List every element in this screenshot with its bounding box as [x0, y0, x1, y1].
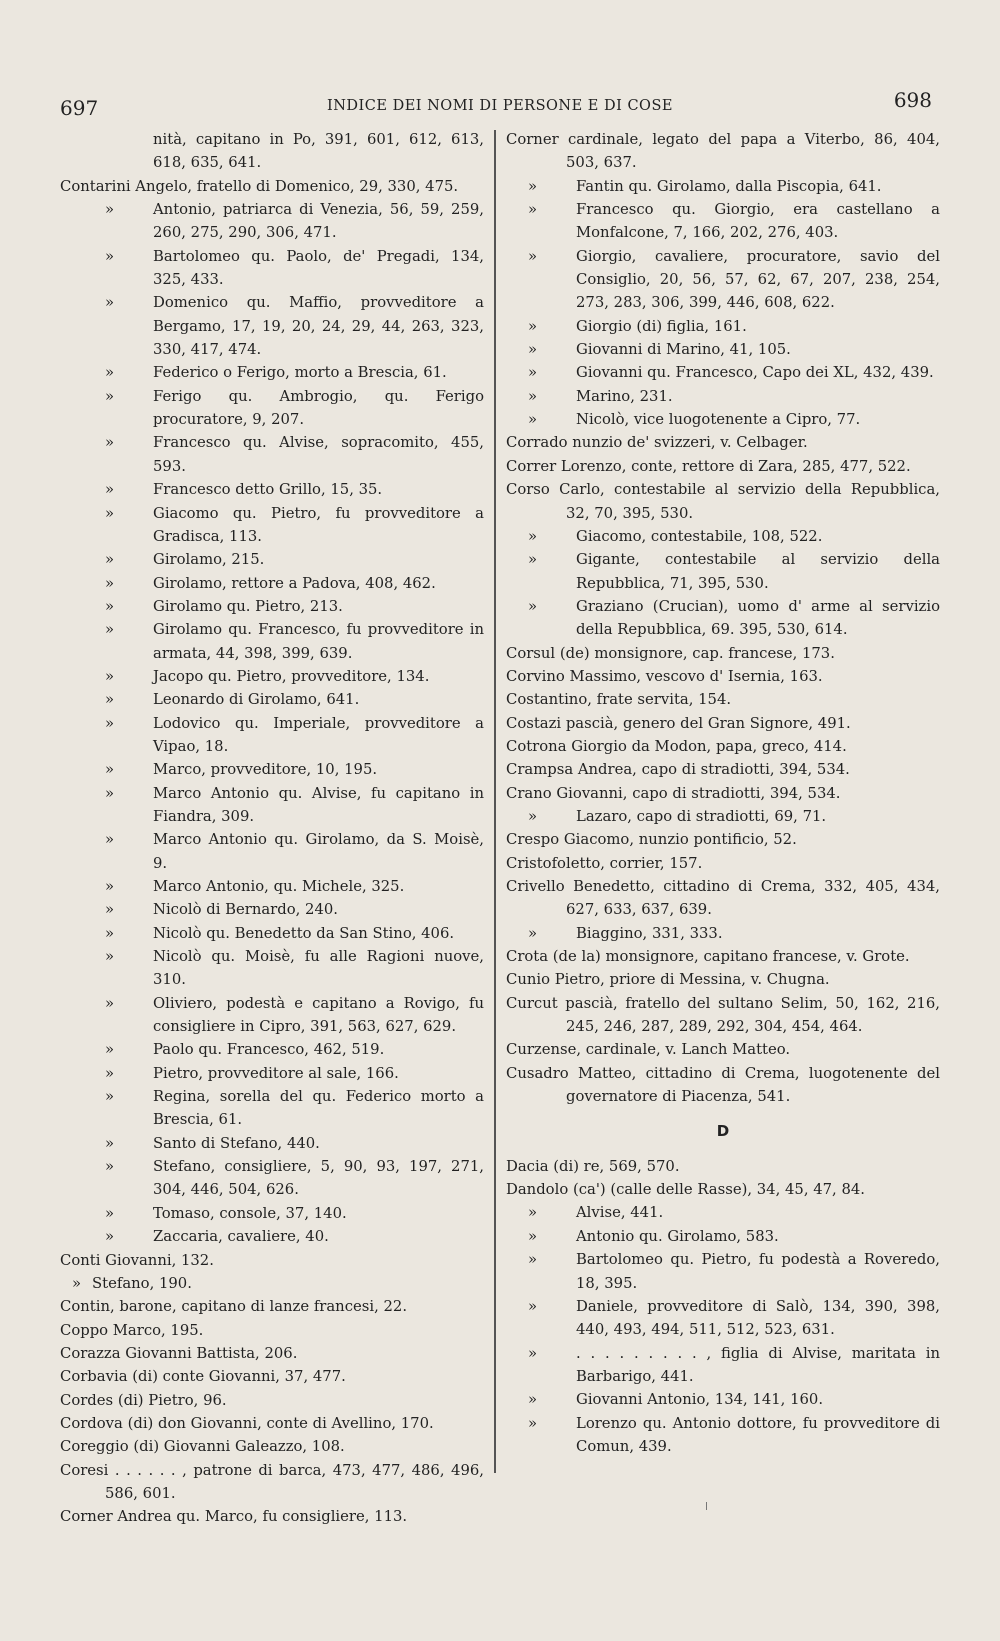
ditto-mark: »: [105, 691, 115, 709]
index-subentry: [60, 712, 484, 759]
ditto-mark: »: [105, 714, 115, 732]
ditto-mark: »: [105, 247, 115, 265]
ditto-mark: »: [105, 364, 115, 382]
ditto-mark: »: [105, 504, 115, 522]
index-entry: Corazza Giovanni Battista, 206.: [60, 1344, 298, 1362]
ditto-mark: »: [105, 574, 115, 592]
subentry-text: Jacopo qu. Pietro, provveditore, 134.: [153, 667, 430, 685]
index-subentry: [506, 175, 940, 198]
subentry-text: Regina, sorella del qu. Federico morto a Brescia, 61.: [153, 1088, 484, 1129]
index-entry: Cristofoletto, corrier, 157.: [506, 854, 703, 872]
index-entry: Coreggio (di) Giovanni Galeazzo, 108.: [60, 1438, 345, 1456]
ditto-mark: »: [105, 667, 115, 685]
index-subentry: [506, 408, 940, 431]
index-subentry: [506, 548, 940, 595]
index-subentry: [60, 688, 484, 711]
subentry-text: Daniele, provveditore di Salò, 134, 390, 398, 440, 493, 494, 511, 512, 523, 631.: [576, 1297, 940, 1339]
page-number-right: 698: [893, 88, 932, 112]
ditto-mark: »: [105, 994, 115, 1012]
index-entry: Corner cardinale, legato del papa a Viterbo, 86, 404, 503, 637.: [506, 131, 940, 172]
subentry-text: Girolamo qu. Francesco, fu provveditore in armata, 44, 398, 399, 639.: [153, 621, 484, 662]
index-subentry: [60, 431, 484, 478]
index-subentry: [60, 758, 484, 781]
ditto-mark: »: [528, 201, 538, 219]
subentry-text: Giovanni Antonio, 134, 141, 160.: [576, 1391, 824, 1409]
index-subentry: [506, 1388, 940, 1411]
subentry-text: Giorgio (di) figlia, 161.: [576, 317, 747, 335]
ditto-mark: »: [105, 761, 115, 779]
ditto-mark: »: [105, 948, 115, 966]
subentry-text: Marco Antonio qu. Girolamo, da S. Moisè, 9.: [153, 831, 484, 872]
column-divider: [494, 130, 496, 1473]
ditto-mark: »: [105, 878, 115, 895]
ditto-mark: »: [105, 1041, 115, 1059]
ditto-mark: »: [105, 1204, 115, 1222]
index-subentry: [506, 805, 940, 828]
index-subentry: [60, 198, 484, 245]
subentry-text: Pietro, provveditore al sale, 166.: [153, 1064, 399, 1082]
index-subentry: [60, 618, 484, 665]
subentry-text: Stefano, consigliere, 5, 90, 93, 197, 271, 304, 446, 504, 626.: [153, 1158, 484, 1199]
index-subentry: [506, 595, 940, 642]
ditto-mark: »: [528, 364, 538, 382]
left-index-column: [60, 128, 484, 1529]
ditto-mark: »: [105, 924, 115, 942]
index-subentry: [506, 1295, 940, 1342]
subentry-text: Nicolò qu. Moisè, fu alle Ragioni nuove, 310.: [153, 948, 484, 989]
index-subentry: [60, 385, 484, 432]
subentry-text: Leonardo di Girolamo, 641.: [153, 691, 360, 709]
index-subentry: [60, 1085, 484, 1132]
index-subentry: [60, 1062, 484, 1085]
subentry-text: Gigante, contestabile al servizio della Repubblica, 71, 395, 530.: [576, 551, 940, 592]
index-subentry: [60, 898, 484, 921]
subentry-text: Nicolò di Bernardo, 240.: [153, 901, 338, 919]
index-subentry: [60, 922, 484, 945]
index-subentry: [60, 572, 484, 595]
index-subentry: [60, 1038, 484, 1061]
index-entry: Crivello Benedetto, cittadino di Crema, 332, 405, 434, 627, 633, 637, 639.: [506, 878, 940, 919]
subentry-text: Fantin qu. Girolamo, dalla Piscopia, 641.: [576, 177, 882, 195]
subentry-text: Giacomo, contestabile, 108, 522.: [576, 527, 823, 545]
ditto-mark: »: [528, 341, 538, 359]
ditto-mark: »: [528, 317, 538, 335]
ditto-mark: »: [105, 1158, 115, 1176]
subentry-text: Girolamo, rettore a Padova, 408, 462.: [153, 574, 436, 592]
index-subentry: [60, 595, 484, 618]
index-entry: Coppo Marco, 195.: [60, 1321, 204, 1339]
subentry-text: Stefano, 190.: [92, 1274, 192, 1292]
ditto-mark: »: [528, 1297, 538, 1315]
index-entry: Correr Lorenzo, conte, rettore di Zara, 285, 477, 522.: [506, 457, 911, 475]
index-subentry: [60, 548, 484, 571]
index-subentry: [60, 1202, 484, 1225]
index-entry: Corner Andrea qu. Marco, fu consigliere, 113.: [60, 1508, 408, 1526]
subentry-text: Tomaso, console, 37, 140.: [153, 1204, 347, 1222]
ditto-mark: »: [105, 481, 115, 499]
index-subentry: [506, 1412, 940, 1459]
subentry-text: Federico o Ferigo, morto a Brescia, 61.: [153, 364, 447, 382]
index-subentry: [506, 1342, 940, 1389]
ditto-mark: »: [528, 1391, 538, 1409]
index-subentry: [506, 1201, 940, 1224]
index-subentry: [60, 245, 484, 292]
ditto-mark: »: [528, 1251, 538, 1269]
ditto-mark: »: [105, 387, 115, 405]
index-entry: Dandolo (ca') (calle delle Rasse), 34, 45, 47, 84.: [506, 1181, 865, 1199]
page-number-left: 697: [60, 96, 99, 120]
subentry-text: Antonio qu. Girolamo, 583.: [576, 1227, 779, 1245]
index-subentry: [60, 828, 484, 875]
ditto-mark: »: [105, 434, 115, 452]
subentry-text: Lazaro, capo di stradiotti, 69, 71.: [576, 807, 827, 825]
ditto-mark: »: [105, 831, 115, 849]
ditto-mark: »: [105, 1064, 115, 1082]
index-subentry: [60, 1155, 484, 1202]
subentry-text: Francesco qu. Alvise, sopracomito, 455, 593.: [153, 434, 484, 475]
ditto-mark: »: [528, 247, 538, 265]
index-entry: Cordova (di) don Giovanni, conte di Avellino, 170.: [60, 1414, 434, 1432]
index-entry: Crespo Giacomo, nunzio pontificio, 52.: [506, 831, 797, 849]
subentry-text: Nicolò qu. Benedetto da San Stino, 406.: [153, 924, 455, 942]
index-subentry: [60, 875, 484, 898]
index-subentry: [60, 782, 484, 829]
index-entry: Coresi . . . . . . , patrone di barca, 473, 477, 486, 496, 586, 601.: [60, 1461, 484, 1502]
index-entry: Crota (de la) monsignore, capitano francese, v. Grote.: [506, 948, 910, 966]
index-subentry: [506, 315, 940, 338]
subentry-text: Alvise, 441.: [576, 1204, 664, 1222]
index-subentry: [506, 361, 940, 384]
ditto-mark: »: [105, 1088, 115, 1106]
section-letter-heading: D: [716, 1122, 730, 1141]
ditto-mark: »: [528, 1344, 538, 1362]
index-subentry: [60, 502, 484, 549]
index-subentry: [60, 478, 484, 501]
index-subentry: [506, 525, 940, 548]
index-subentry: [506, 1225, 940, 1248]
subentry-text: Marco Antonio qu. Alvise, fu capitano in Fiandra, 309.: [153, 784, 484, 825]
ditto-mark: »: [105, 901, 115, 919]
ditto-mark: »: [105, 201, 115, 219]
subentry-text: Antonio, patriarca di Venezia, 56, 59, 259, 260, 275, 290, 306, 471.: [153, 201, 484, 242]
index-subentry: [506, 385, 940, 408]
index-entry: Cordes (di) Pietro, 96.: [60, 1391, 227, 1409]
ditto-mark: »: [105, 784, 115, 802]
running-title: INDICE DEI NOMI DI PERSONE E DI COSE: [327, 98, 673, 114]
ditto-mark: »: [528, 1227, 538, 1245]
index-entry: Corbavia (di) conte Giovanni, 37, 477.: [60, 1368, 346, 1386]
ditto-mark: »: [105, 621, 115, 639]
subentry-text: Lodovico qu. Imperiale, provveditore a Vipao, 18.: [153, 714, 484, 755]
index-entry: Contin, barone, capitano di lanze francesi, 22.: [60, 1298, 408, 1316]
ditto-mark: »: [105, 597, 115, 615]
subentry-text: Giovanni qu. Francesco, Capo dei XL, 432, 439.: [576, 364, 934, 382]
index-entry: Costantino, frate servita, 154.: [506, 691, 732, 709]
subentry-text: . . . . . . . . . , figlia di Alvise, maritata in Barbarigo, 441.: [576, 1344, 940, 1385]
index-entry: Cusadro Matteo, cittadino di Crema, luogotenente del governatore di Piacenza, 541.: [506, 1064, 940, 1106]
right-index-column: [506, 128, 940, 1458]
subentry-text: Domenico qu. Maffio, provveditore a Bergamo, 17, 19, 20, 24, 29, 44, 263, 323, 330, 417, 474.: [153, 294, 484, 359]
index-entry: Corvino Massimo, vescovo d' Isernia, 163.: [506, 667, 823, 685]
index-entry: Crano Giovanni, capo di stradiotti, 394, 534.: [506, 784, 841, 802]
ditto-mark: »: [528, 807, 538, 825]
ditto-mark: »: [528, 387, 538, 405]
index-entry: Corsul (de) monsignore, cap. francese, 173.: [506, 644, 835, 662]
subentry-text: Francesco detto Grillo, 15, 35.: [153, 481, 383, 499]
index-entry: Cotrona Giorgio da Modon, papa, greco, 414.: [506, 737, 847, 755]
subentry-text: Marino, 231.: [576, 387, 673, 405]
index-subentry: [60, 1225, 484, 1248]
index-subentry: [60, 1132, 484, 1155]
index-entry: Curcut pascià, fratello del sultano Selim, 50, 162, 216, 245, 246, 287, 289, 292, 304, 454, 464.: [506, 994, 940, 1036]
ditto-mark: »: [528, 527, 538, 545]
index-subentry: [60, 665, 484, 688]
ditto-mark: »: [528, 177, 538, 195]
index-subentry: [60, 361, 484, 384]
index-subentry: [60, 1272, 484, 1295]
subentry-text: Girolamo, 215.: [153, 551, 265, 569]
subentry-text: Oliviero, podestà e capitano a Rovigo, fu consigliere in Cipro, 391, 563, 627, 629.: [153, 994, 484, 1036]
subentry-text: Giorgio, cavaliere, procuratore, savio del Consiglio, 20, 56, 57, 62, 67, 207, 238, 254, 273, 283, 306, 399, 446, 608, 622.: [576, 247, 940, 312]
ditto-mark: »: [528, 411, 538, 429]
ditto-mark: »: [528, 551, 538, 569]
ditto-mark: »: [72, 1274, 82, 1292]
index-entry: Costazi pascià, genero del Gran Signore, 491.: [506, 714, 851, 732]
subentry-text: Zaccaria, cavaliere, 40.: [153, 1228, 329, 1246]
subentry-text: Paolo qu. Francesco, 462, 519.: [153, 1041, 385, 1059]
subentry-text: Graziano (Crucian), uomo d' arme al servizio della Repubblica, 69. 395, 530, 614.: [576, 597, 940, 639]
index-subentry: [60, 992, 484, 1039]
index-subentry: [506, 245, 940, 315]
ditto-mark: »: [105, 1228, 115, 1246]
ditto-mark: »: [528, 597, 538, 615]
subentry-text: Biaggino, 331, 333.: [576, 924, 723, 942]
index-entry: Dacia (di) re, 569, 570.: [506, 1157, 680, 1175]
subentry-text: Bartolomeo qu. Paolo, de' Pregadi, 134, 325, 433.: [153, 247, 484, 289]
index-subentry: [506, 338, 940, 361]
index-entry: Curzense, cardinale, v. Lanch Matteo.: [506, 1041, 791, 1059]
index-entry: Conti Giovanni, 132.: [60, 1251, 214, 1269]
ditto-mark: »: [528, 1204, 538, 1222]
ditto-mark: »: [528, 924, 538, 942]
stray-mark: [706, 1502, 707, 1510]
subentry-text: Ferigo qu. Ambrogio, qu. Ferigo procuratore, 9, 207.: [153, 387, 484, 429]
subentry-text: Nicolò, vice luogotenente a Cipro, 77.: [576, 411, 861, 429]
index-entry: Cunio Pietro, priore di Messina, v. Chugna.: [506, 971, 830, 989]
ditto-mark: »: [105, 551, 115, 569]
subentry-text: Giovanni di Marino, 41, 105.: [576, 341, 791, 359]
ditto-mark: »: [528, 1414, 538, 1432]
index-entry: Corrado nunzio de' svizzeri, v. Celbager.: [506, 434, 808, 452]
index-subentry: [60, 291, 484, 361]
ditto-mark: »: [105, 1134, 115, 1152]
subentry-text: Marco Antonio, qu. Michele, 325.: [153, 878, 405, 895]
subentry-text: Marco, provveditore, 10, 195.: [153, 761, 378, 779]
index-subentry: [506, 922, 940, 945]
subentry-text: Francesco qu. Giorgio, era castellano a Monfalcone, 7, 166, 202, 276, 403.: [576, 201, 940, 242]
index-entry: Corso Carlo, contestabile al servizio della Repubblica, 32, 70, 395, 530.: [506, 481, 940, 522]
index-subentry: [60, 945, 484, 992]
index-entry-continuation: nità, capitano in Po, 391, 601, 612, 613, 618, 635, 641.: [153, 131, 484, 172]
index-subentry: [506, 1248, 940, 1295]
subentry-text: Bartolomeo qu. Pietro, fu podestà a Roveredo, 18, 395.: [576, 1251, 940, 1292]
subentry-text: Girolamo qu. Pietro, 213.: [153, 597, 343, 615]
subentry-text: Giacomo qu. Pietro, fu provveditore a Gradisca, 113.: [153, 504, 484, 545]
subentry-text: Santo di Stefano, 440.: [153, 1134, 320, 1152]
index-subentry: [506, 198, 940, 245]
subentry-text: Lorenzo qu. Antonio dottore, fu provveditore di Comun, 439.: [576, 1414, 940, 1455]
ditto-mark: »: [105, 294, 115, 312]
index-entry: Contarini Angelo, fratello di Domenico, 29, 330, 475.: [60, 177, 459, 195]
index-entry: Crampsa Andrea, capo di stradiotti, 394, 534.: [506, 761, 850, 779]
